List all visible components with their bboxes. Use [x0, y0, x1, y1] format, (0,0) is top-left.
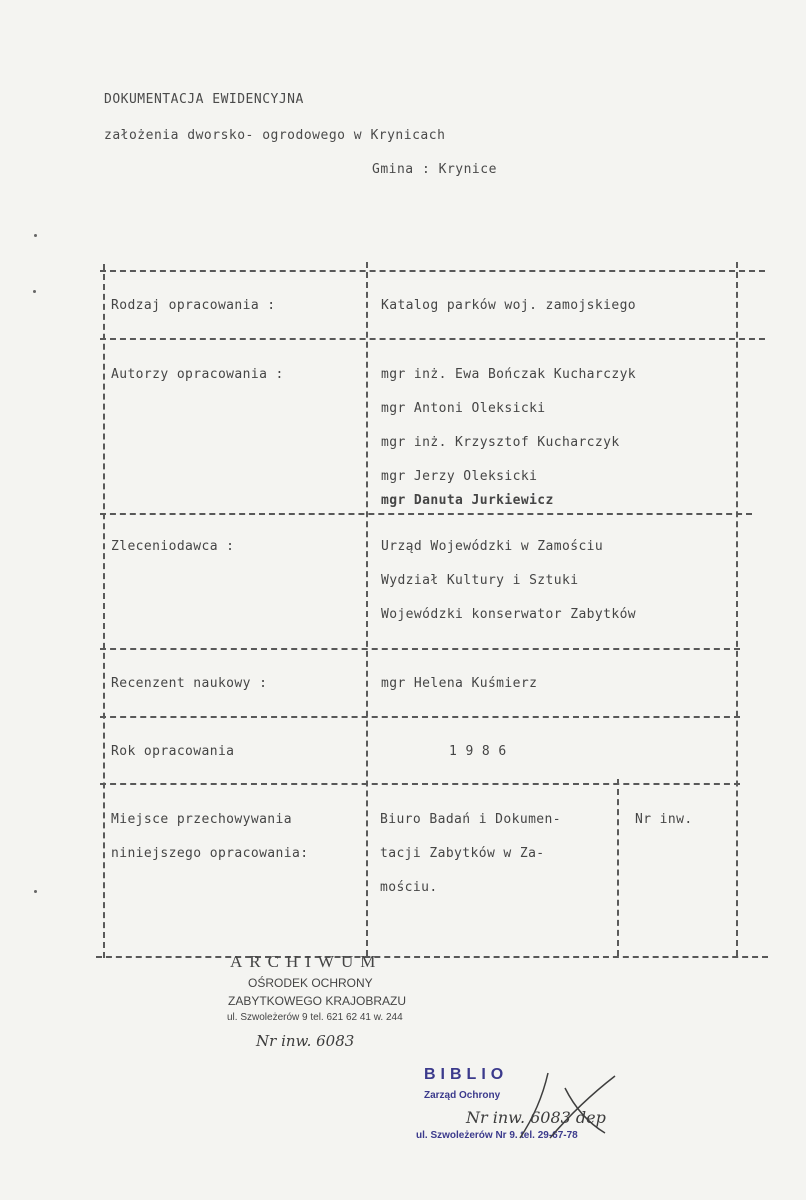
client-item: Wojewódzki konserwator Zabytków: [381, 607, 637, 622]
author-item: mgr Jerzy Oleksicki: [381, 469, 538, 484]
handwritten-inventory: Nr inw. 6083: [256, 1032, 355, 1050]
client-item: Urząd Wojewódzki w Zamościu: [381, 539, 604, 554]
row-value-year: 1 9 8 6: [449, 744, 507, 759]
document-title: DOKUMENTACJA EWIDENCYJNA: [104, 92, 304, 107]
stamp-title: ARCHIWUM: [230, 952, 383, 971]
row-value-type: Katalog parków woj. zamojskiego: [381, 298, 637, 313]
row-label-year: Rok opracowania: [111, 744, 235, 759]
author-item: mgr Danuta Jurkiewicz: [381, 493, 554, 508]
stamp-line: ul. Szwoleżerów 9 tel. 621 62 41 w. 244: [227, 1012, 403, 1023]
handwritten-inventory: Nr inw. 6083 dep: [466, 1108, 606, 1127]
storage-item: mościu.: [380, 880, 438, 895]
row-label-reviewer: Recenzent naukowy :: [111, 676, 268, 691]
stamp-title: BIBLIO: [424, 1066, 509, 1083]
storage-item: Biuro Badań i Dokumen-: [380, 812, 561, 827]
row-label-storage: Miejsce przechowywania: [111, 812, 292, 827]
margin-mark: [33, 290, 36, 293]
margin-mark: [34, 890, 37, 893]
stamp-line: Zarząd Ochrony: [424, 1090, 501, 1101]
row-label-storage: niniejszego opracowania:: [111, 846, 309, 861]
commune-line: Gmina : Krynice: [372, 162, 497, 177]
client-item: Wydział Kultury i Sztuki: [381, 573, 579, 588]
row-value-reviewer: mgr Helena Kuśmierz: [381, 676, 538, 691]
row-label-client: Zleceniodawca :: [111, 539, 235, 554]
margin-mark: [34, 234, 37, 237]
stamp-line: ul. Szwoleżerów Nr 9. tel. 29-67-78: [416, 1130, 578, 1141]
stamp-line: ZABYTKOWEGO KRAJOBRAZU: [228, 994, 407, 1008]
author-item: mgr inż. Ewa Bończak Kucharczyk: [381, 367, 637, 382]
row-label-type: Rodzaj opracowania :: [111, 298, 276, 313]
stamp-line: OŚRODEK OCHRONY: [248, 976, 373, 990]
document-subtitle: założenia dworsko- ogrodowego w Krynicach: [104, 128, 446, 143]
author-item: mgr inż. Krzysztof Kucharczyk: [381, 435, 620, 450]
author-item: mgr Antoni Oleksicki: [381, 401, 546, 416]
row-label-authors: Autorzy opracowania :: [111, 367, 284, 382]
cross-out-mark: [510, 1068, 640, 1148]
storage-item: tacji Zabytków w Za-: [380, 846, 545, 861]
inventory-label: Nr inw.: [635, 812, 693, 827]
